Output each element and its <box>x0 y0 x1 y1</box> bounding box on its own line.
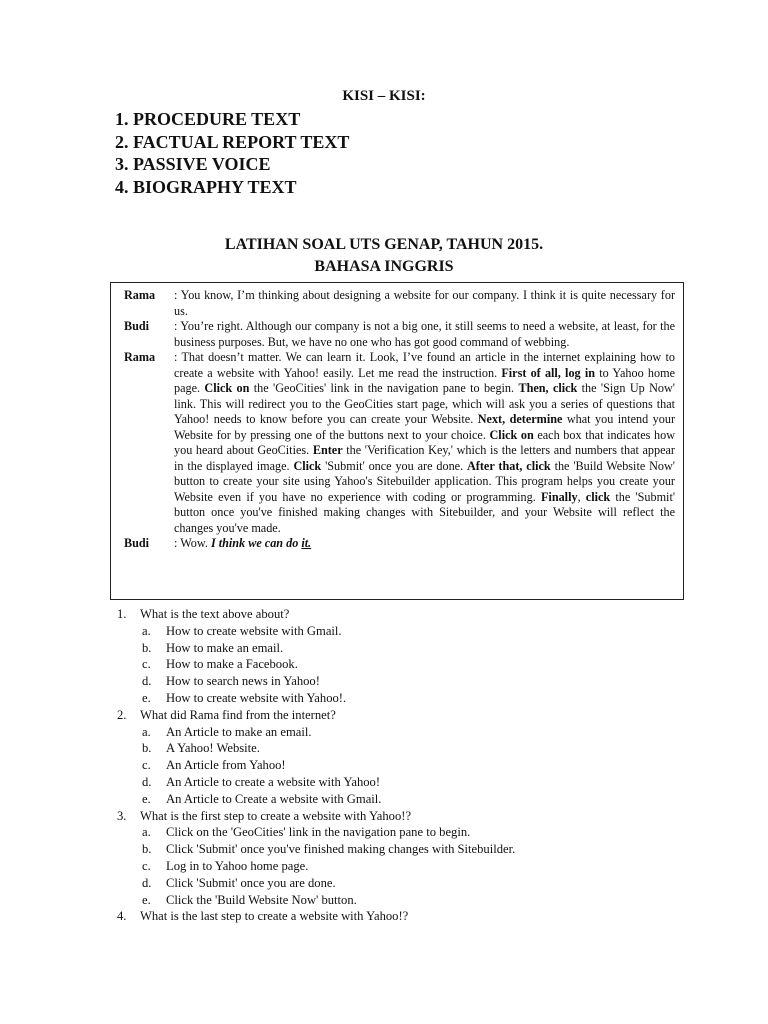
question <box>117 707 717 724</box>
option-letter: b. <box>142 741 152 756</box>
option-letter: c. <box>142 657 151 672</box>
topic-item: 4. BIOGRAPHY TEXT <box>115 176 297 197</box>
answer-option <box>117 690 717 707</box>
topic-item: 1. PROCEDURE TEXT <box>115 109 301 129</box>
topic-item: 3. PASSIVE VOICE <box>115 154 271 175</box>
option-letter: d. <box>142 875 152 890</box>
option-text: Click 'Submit' once you are done. <box>166 875 336 890</box>
answer-option <box>117 774 717 791</box>
emphasis-text: I think we can do <box>207 536 302 550</box>
question-text: What is the text above about? <box>140 607 290 621</box>
option-letter: e. <box>142 892 151 907</box>
option-text: Click on the 'GeoCities' link in the navigation pane to begin. <box>166 825 471 840</box>
text-segment: what you intend your Website for by pressing one of the buttons next to your choice. <box>174 412 676 442</box>
question-list <box>117 606 717 925</box>
answer-option <box>117 824 717 841</box>
answer-option <box>117 673 717 690</box>
text-segment: : That doesn’t matter. We can learn it. Look, I’ve found an article in the internet explaining how to create a website with Yahoo! easily. Let me read the instruction. <box>174 350 675 380</box>
option-text: An Article to make an email. <box>166 724 312 739</box>
option-letter: a. <box>142 623 151 638</box>
answer-option <box>117 724 717 741</box>
answer-option <box>117 892 717 909</box>
question-number: 4. <box>117 909 127 924</box>
option-letter: b. <box>142 842 152 857</box>
option-letter: d. <box>142 774 152 789</box>
question-number: 3. <box>117 808 127 823</box>
text-segment: the 'Build Website Now' button to create your site using Yahoo's Sitebuilder application. This program helps you create your Website even if you have no experience with coding or programming. <box>174 458 676 504</box>
speech-text <box>174 350 675 536</box>
answer-option <box>117 841 717 858</box>
dialog-turn <box>124 536 675 552</box>
option-letter: a. <box>142 825 151 840</box>
text-segment: : Wow. <box>174 536 208 550</box>
question-number: 2. <box>117 707 127 722</box>
question-text: What is the last step to create a website with Yahoo!? <box>140 909 409 924</box>
speaker-name: Budi <box>124 536 150 550</box>
option-letter: e. <box>142 791 151 806</box>
topic-item: 2. FACTUAL REPORT TEXT <box>115 131 350 152</box>
speaker-name: Rama <box>124 288 156 302</box>
option-letter: e. <box>142 690 151 705</box>
dialog-box <box>110 282 684 600</box>
step-keyword: Click on <box>204 381 250 395</box>
text-segment: , <box>577 489 586 504</box>
option-letter: c. <box>142 758 151 773</box>
speech-text: : You’re right. Although our company is not a big one, it still seems to need a website, at least, for the business purposes. But, we have no one who has got good command of webbing. <box>174 319 675 349</box>
text-segment: 'Submit' once you are done. <box>321 458 467 473</box>
option-text: How to search news in Yahoo! <box>166 674 320 689</box>
text-segment: the 'GeoCities' link in the navigation pane to begin. <box>249 381 519 395</box>
question-text: What did Rama find from the internet? <box>140 707 336 722</box>
answer-option <box>117 791 717 808</box>
option-text: How to create website with Gmail. <box>166 623 342 638</box>
answer-option <box>117 858 717 875</box>
question <box>117 808 717 825</box>
option-letter: c. <box>142 858 151 873</box>
option-text: An Article to Create a website with Gmail. <box>166 791 382 806</box>
answer-option <box>117 757 717 774</box>
question-number: 1. <box>117 607 127 621</box>
speaker-name: Rama <box>124 350 156 364</box>
speech-text: : You know, I’m thinking about designing a website for our company. I think it is quite necessary for us. <box>174 288 675 318</box>
option-text: Click the 'Build Website Now' button. <box>166 892 357 907</box>
dialog-turn <box>124 350 675 536</box>
step-keyword: Next, determine <box>477 412 563 426</box>
topic-list <box>115 108 349 198</box>
exam-title: LATIHAN SOAL UTS GENAP, TAHUN 2015. <box>224 236 544 253</box>
speaker-name: Budi <box>124 319 150 333</box>
speech-text <box>174 536 675 552</box>
option-text: How to make a Facebook. <box>166 657 298 672</box>
answer-option <box>117 656 717 673</box>
option-text: How to create website with Yahoo!. <box>166 690 347 705</box>
answer-option <box>117 640 717 657</box>
text-segment: the 'Submit' button once you've finished making changes with Sitebuilder, and your Website will reflect the changes you've made. <box>174 489 676 535</box>
step-keyword: click <box>585 489 611 504</box>
text-segment: to Yahoo home page. <box>174 365 675 395</box>
option-text: How to make an email. <box>166 640 284 655</box>
question <box>117 606 717 623</box>
step-keyword: Click <box>293 458 322 473</box>
answer-option <box>117 623 717 640</box>
option-letter: d. <box>142 674 152 689</box>
option-text: Log in to Yahoo home page. <box>166 858 309 873</box>
step-keyword: Finally <box>540 489 578 504</box>
step-keyword: First of all, log in <box>501 365 595 380</box>
dialog-turn <box>124 319 675 350</box>
question-text: What is the first step to create a website with Yahoo!? <box>140 808 412 823</box>
option-text: An Article from Yahoo! <box>166 758 286 773</box>
step-keyword: Click on <box>489 427 534 442</box>
answer-option <box>117 740 717 757</box>
option-text: A Yahoo! Website. <box>166 741 260 756</box>
dialog-turn <box>124 288 675 319</box>
text-segment: each box that indicates how you heard about GeoCities. <box>174 427 675 457</box>
exam-subject: BAHASA INGGRIS <box>314 258 454 275</box>
emphasis-underlined-text: it. <box>301 536 312 550</box>
option-letter: b. <box>142 640 152 655</box>
step-keyword: After that, click <box>467 458 551 473</box>
text-segment: the 'Sign Up Now' link. This will redirect you to the GeoCities start page, which will ask you a series of questions that Yahoo! needs to know before you can create your Website. <box>174 381 675 426</box>
step-keyword: Then, click <box>518 381 578 395</box>
question <box>117 908 717 925</box>
answer-option <box>117 875 717 892</box>
kisi-title: KISI – KISI: <box>342 88 426 104</box>
text-segment: the 'Verification Key,' which is the letters and numbers that appear in the displayed image. <box>174 443 675 473</box>
option-letter: a. <box>142 724 151 739</box>
option-text: An Article to create a website with Yahoo! <box>166 774 381 789</box>
step-keyword: Enter <box>312 443 343 457</box>
option-text: Click 'Submit' once you've finished making changes with Sitebuilder. <box>166 842 516 857</box>
